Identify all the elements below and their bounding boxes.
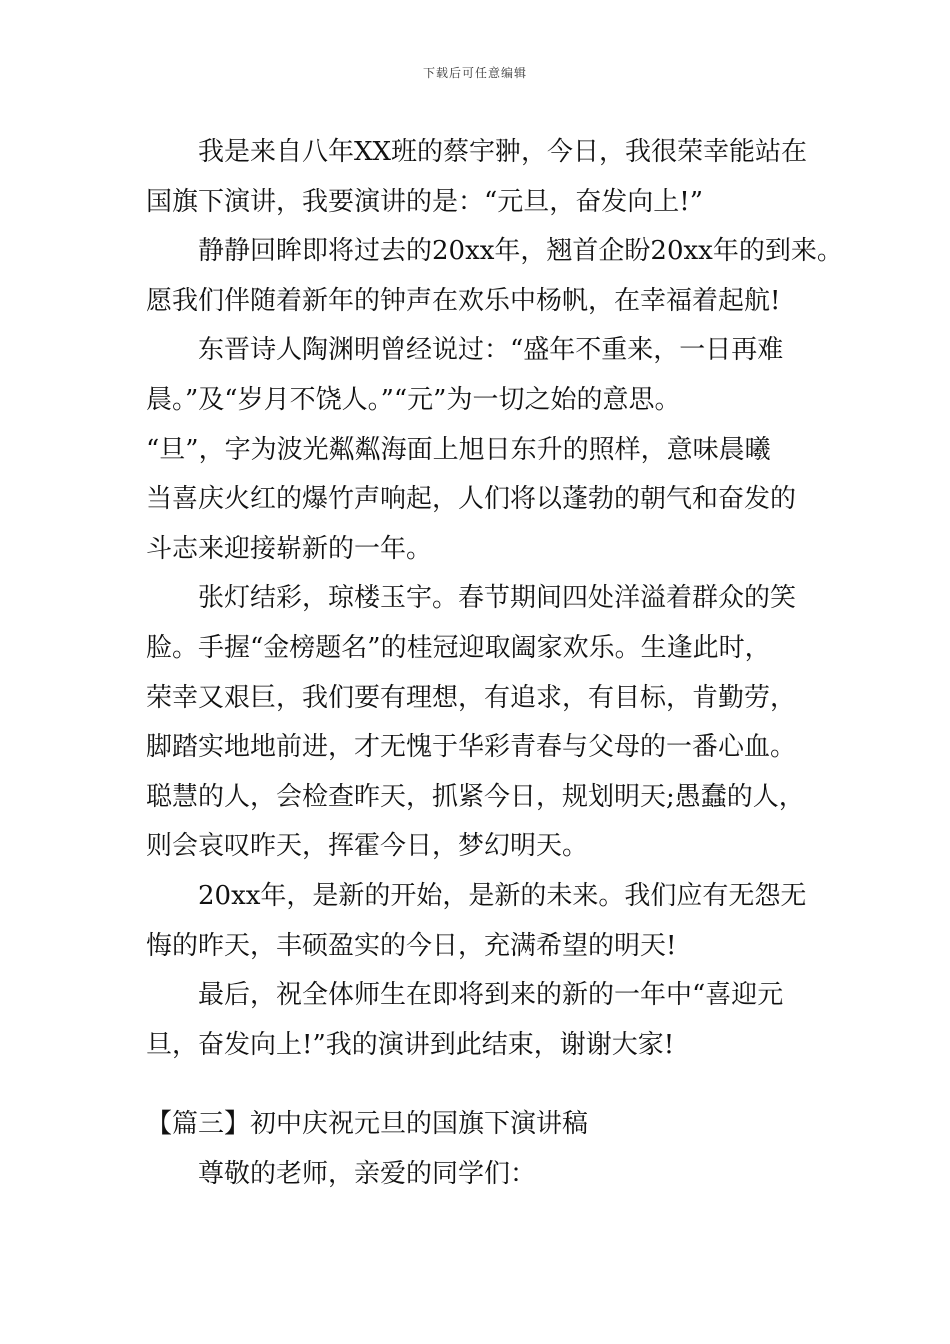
text-line: 晨。”及“岁月不饶人。”“元”为一切之始的意思。	[146, 384, 681, 415]
document-body	[146, 128, 843, 1199]
text-line: “旦”，字为波光粼粼海面上旭日东升的照样，意味晨曦	[146, 434, 771, 465]
text-line: 当喜庆火红的爆竹声响起，人们将以蓬勃的朝气和奋发的	[146, 484, 797, 515]
text-line: 脚踏实地地前进，才无愧于华彩青春与父母的一番心血。	[146, 732, 797, 763]
text-line: 愿我们伴随着新年的钟声在欢乐中杨帆，在幸福着起航!	[146, 285, 781, 316]
text-line: 则会哀叹昨天，挥霍今日，梦幻明天。	[146, 831, 589, 862]
text-line: 张灯结彩，琼楼玉宇。春节期间四处洋溢着群众的笑	[198, 583, 797, 614]
paragraph-intro	[146, 128, 826, 227]
text-line: 斗志来迎接崭新的一年。	[146, 533, 433, 564]
text-line: 悔的昨天，丰硕盈实的今日，充满希望的明天!	[146, 930, 677, 961]
text-line: 我是来自八年XX班的蔡宇翀，今日，我很荣幸能站在	[198, 137, 808, 167]
text-line: 荣幸又艰巨，我们要有理想，有追求，有目标，肯勤劳，	[146, 682, 797, 713]
paragraph-new-year	[146, 227, 843, 326]
text-line: 聪慧的人，会检查昨天，抓紧今日，规划明天;愚蠢的人，	[146, 781, 805, 812]
text-line: 最后，祝全体师生在即将到来的新的一年中“喜迎元	[198, 980, 784, 1011]
paragraph-new-start	[146, 872, 826, 971]
text-line: 东晋诗人陶渊明曾经说过：“盛年不重来，一日再难	[198, 335, 784, 366]
page-header-note: 下载后可任意编辑	[422, 66, 527, 80]
paragraph-closing	[146, 971, 826, 1070]
section-title: 【篇三】初中庆祝元旦的国旗下演讲稿	[146, 1109, 589, 1140]
text-line: 静静回眸即将过去的20xx年，翘首企盼20xx年的到来。	[198, 236, 843, 267]
text-line: 旦，奋发向上!”我的演讲到此结束，谢谢大家!	[146, 1029, 675, 1060]
paragraph-spring-festival	[146, 574, 826, 872]
text-line: 国旗下演讲，我要演讲的是：“元旦，奋发向上!”	[146, 186, 704, 217]
text-line: 20xx年，是新的开始，是新的未来。我们应有无怨无	[198, 880, 807, 911]
paragraph-tao-yuanming	[146, 326, 826, 574]
salutation: 尊敬的老师，亲爱的同学们：	[198, 1158, 537, 1189]
text-line: 脸。手握“金榜题名”的桂冠迎取阖家欢乐。生逢此时，	[146, 632, 771, 663]
